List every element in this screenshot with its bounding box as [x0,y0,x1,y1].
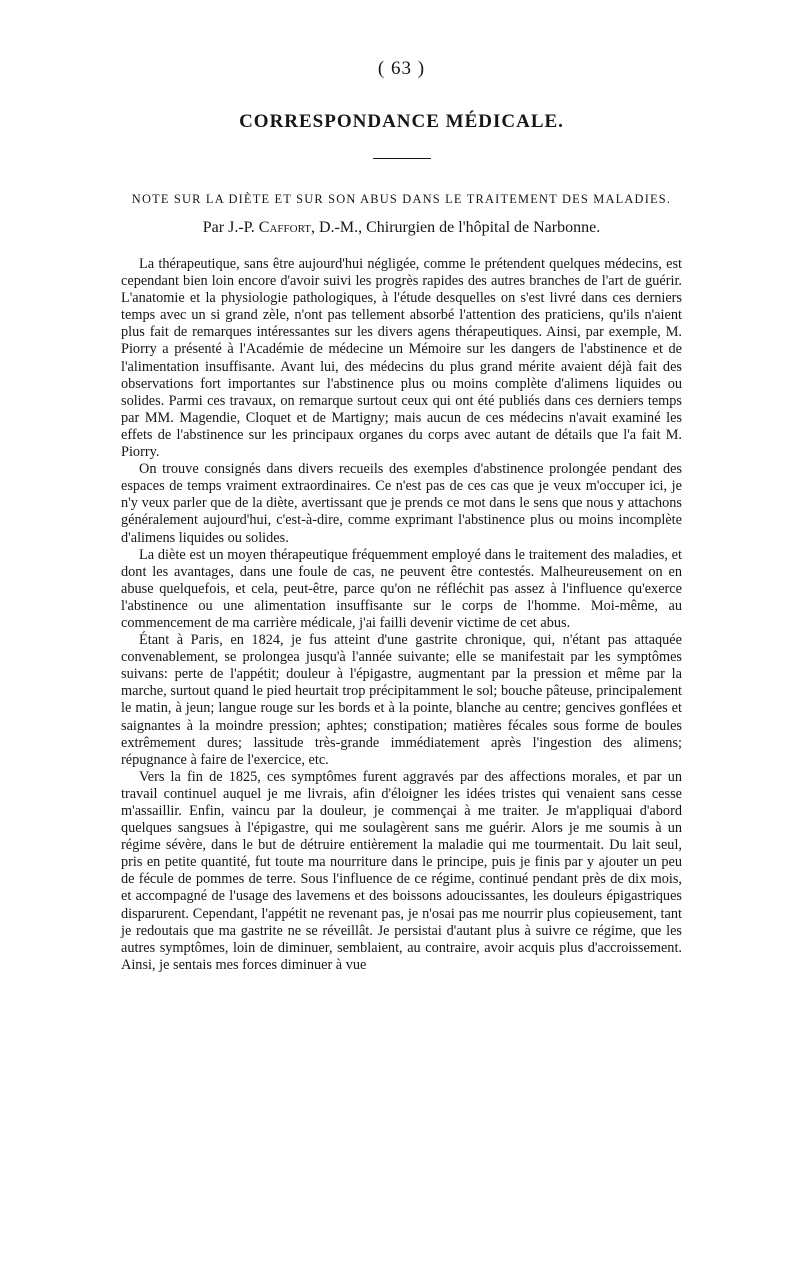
author-line [121,216,682,240]
paragraph-1: La thérapeutique, sans être aujourd'hui négligée, comme le prétendent quelques médecins, est cependant bien loin encore d'avoir suivi les progrès rapides des autres branches de l'art de guérir. L'anatomie et la physiologie pathologiques, à l'étude desquelles on s'est livré dans ces derniers temps avec un si grand zèle, n'ont pas tellement absorbé l'attention des praticiens, qu'ils n'aient plus fait de remarques intéressantes sur les divers agens thérapeutiques. Ainsi, par exemple, M. Piorry a présenté à l'Académie de médecine un Mémoire sur les dangers de l'abstinence et de l'alimentation insuffisante. Avant lui, des médecins du plus grand mérite avaient déjà fait des observations fort importantes sur l'abstinence plus ou moins complète d'alimens liquides ou solides. Parmi ces travaux, on remarque surtout ceux qui ont été publiés dans ces derniers temps par MM. Magendie, Cloquet et de Martigny; mais aucun de ces médecins n'avait examiné les effets de l'abstinence sur les principaux organes du corps avec autant de détails que l'a fait M. Piorry. [121,256,682,461]
body-text [121,256,682,974]
section-title: CORRESPONDANCE MÉDICALE. [239,111,564,132]
paragraph-3: La diète est un moyen thérapeutique fréquemment employé dans le traitement des maladies, et dont les avantages, dans une foule de cas, ne peuvent être contestés. Malheureusement on en abuse quelquefois, et cela, peut-être, parce qu'on ne réfléchit pas assez à l'influence qu'exerce l'abstinence ou une alimentation insuffisante sur le corps de l'homme. Moi-même, au commencement de ma carrière médicale, j'ai failli devenir victime de cet abus. [121,546,682,631]
page-number: ( 63 ) [377,58,426,79]
paragraph-5: Vers la fin de 1825, ces symptômes furent aggravés par des affections morales, et par un travail continuel auquel je me livrais, afin d'éloigner les idées tristes qui venaient sans cesse m'assaillir. Enfin, vaincu par la douleur, je commençai à me traiter. Je m'appliquai d'abord quelques sangsues à l'épigastre, qui me soulagèrent sans me guérir. Alors je me soumis à un régime sévère, dans le but de détruire entièrement la maladie qui me tourmentait. Du lait seul, pris en petite quantité, fut toute ma nourriture dans le principe, puis je finis par y ajouter un peu de fécule de pommes de terre. Sous l'influence de ce régime, continué pendant près de dix mois, et accompagné de l'usage des lavemens et des boissons adoucissantes, les douleurs épigastriques disparurent. Cependant, l'appétit ne revenant pas, je n'osai pas me nourrir plus copieusement, tant je redoutais que ma gastrite ne se réveillât. Je persistai d'autant plus à suivre ce régime, que les autres symptômes, loin de diminuer, semblaient, au contraire, avoir acquis plus d'accroissement. Ainsi, je sentais mes forces diminuer à vue [121,768,682,973]
paragraph-2: On trouve consignés dans divers recueils des exemples d'abstinence prolongée pendant des espaces de temps vraiment extraordinaires. Ce n'est pas de ces cas que je veux m'occuper ici, je n'y veux parler que de la diète, avertissant que je prends ce mot dans le sens que nous y attachons généralement aujourd'hui, c'est-à-dire, comme exprimant l'abstinence plus ou moins incomplète d'alimens liquides ou solides. [121,461,682,546]
title-divider [373,158,431,159]
paragraph-4: Étant à Paris, en 1824, je fus atteint d'une gastrite chronique, qui, n'étant pas attaquée convenablement, se prolongea jusqu'à l'année suivante; elle se manifestait par les symptômes suivans: perte de l'appétit; douleur à l'épigastre, augmentant par la pression et même par la marche, surtout quand le pied heurtait trop précipitamment le sol; bouche pâteuse, principalement le matin, à jeun; langue rouge sur les bords et à la pointe, blanche au centre; gencives gonflées et saignantes à la moindre pression; aphtes; constipation; matières fécales sous forme de boules extrêmement dures; lassitude très-grande immédiatement après l'ingestion des alimens; répugnance à faire de l'exercice, etc. [121,632,682,768]
author-prefix: Par J.-P. [202,219,259,236]
document-page [121,56,682,974]
note-title: NOTE SUR LA DIÈTE ET SUR SON ABUS DANS LE TRAITEMENT DES MALADIES. [131,192,672,206]
author-name: Caffort [258,219,311,236]
author-suffix: , D.-M., Chirurgien de l'hôpital de Narbonne. [311,219,601,236]
